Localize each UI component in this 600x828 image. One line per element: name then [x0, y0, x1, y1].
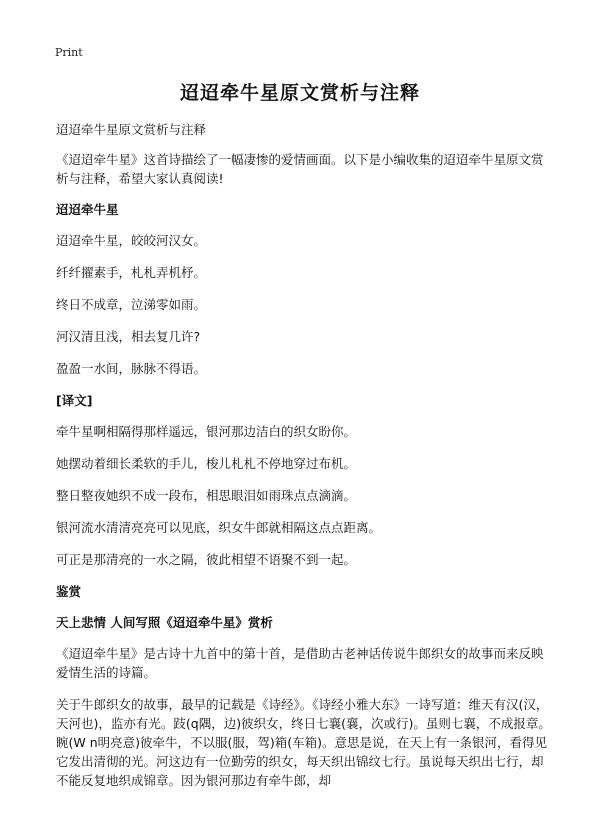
- translation-line: 她摆动着细长柔软的手儿，梭儿札札不停地穿过布机。: [56, 456, 357, 471]
- article-body: [56, 120, 552, 803]
- translation-line: 银河流水清清亮亮可以见底，织女牛郎就相隔这点点距离。: [56, 520, 382, 535]
- translation-line: 整日整夜她织不成一段布，相思眼泪如雨珠点点滴滴。: [56, 488, 357, 503]
- poem-line: 终日不成章，泣涕零如雨。: [56, 297, 207, 312]
- appreciation-subheading: 天上悲情 人间写照《迢迢牵牛星》赏析: [56, 615, 273, 630]
- translation-line: 可正是那清亮的一水之隔，彼此相望不语聚不到一起。: [56, 552, 357, 567]
- appreciation-paragraph: 《迢迢牵牛星》是古诗十九首中的第十首，是借助古老神话传说牛郎织女的故事而来反映爱情生活的诗篇。: [56, 646, 544, 680]
- poem-heading: 迢迢牵牛星: [56, 202, 119, 217]
- article-subtitle: 迢迢牵牛星原文赏析与注释: [56, 122, 207, 137]
- translation-heading: [译文]: [56, 393, 93, 408]
- poem-line: 河汉清且浅，相去复几许?: [56, 329, 201, 344]
- poem-line: 盈盈一水间，脉脉不得语。: [56, 361, 207, 376]
- poem-line: 迢迢牵牛星，皎皎河汉女。: [56, 233, 207, 248]
- intro-paragraph: 《迢迢牵牛星》这首诗描绘了一幅凄惨的爱情画面。以下是小编收集的迢迢牵牛星原文赏析与注释，希望大家认真阅读!: [56, 152, 544, 186]
- page-title: 迢迢牵牛星原文赏析与注释: [179, 82, 420, 104]
- translation-line: 牵牛星啊相隔得那样遥远，银河那边洁白的织女盼你。: [56, 424, 357, 439]
- print-label[interactable]: Print: [55, 46, 83, 59]
- appreciation-paragraph: 关于牛郎织女的故事，最早的记载是《诗经》。《诗经小雅大东》一诗写道：维天有汉(汉，天河也)，监亦有光。跂(q隅，边)彼织女，终日七襄(襄，次或行)。虽则七襄，不成报章。睕(W n明亮意)彼牵牛，不以服(服，驾)箱(车箱)。意思是说，在天上有一条银河，看得见它发出清彻的光。河这边有一位勤劳的织女，每天织出锦纹七行。虽说每天织出七行，却不能反复地织成锦章。因为银河那边有牵牛郎，却: [56, 697, 551, 788]
- appreciation-heading: 鉴赏: [56, 584, 82, 599]
- poem-line: 纤纤擢素手，札札弄机杼。: [56, 265, 207, 280]
